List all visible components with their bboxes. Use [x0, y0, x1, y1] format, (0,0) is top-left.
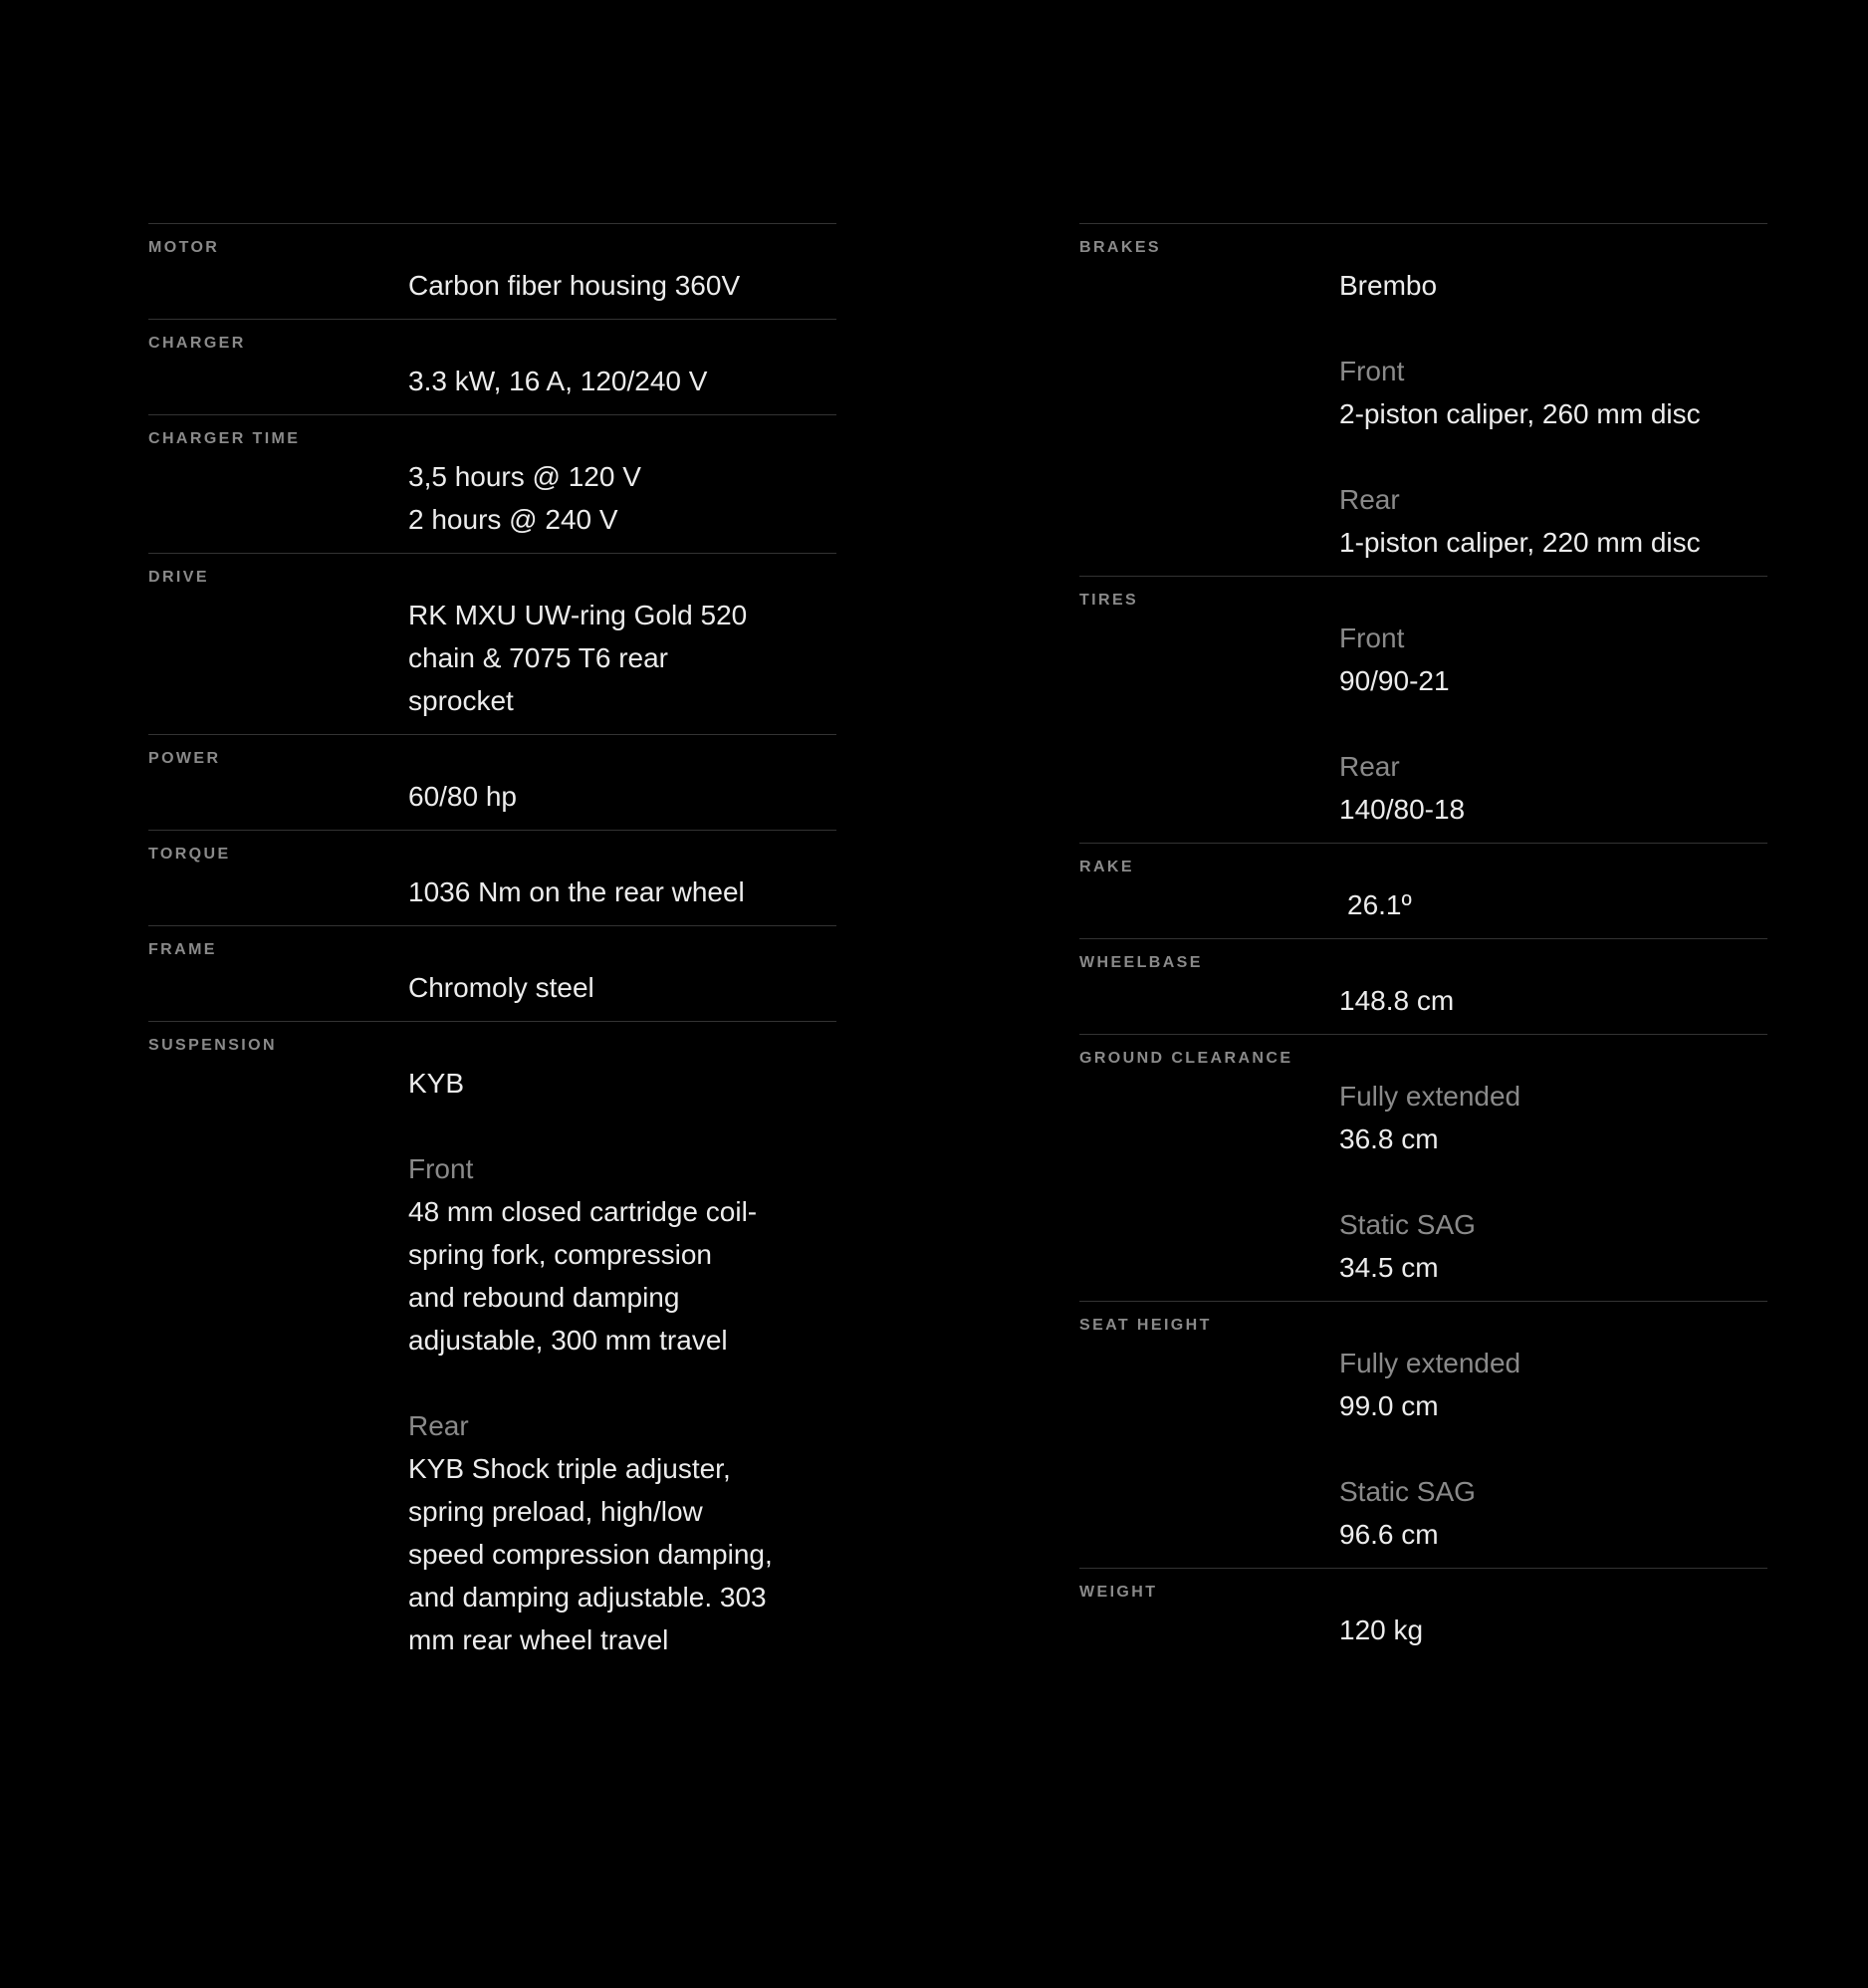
spec-label: TORQUE	[148, 846, 231, 863]
spec-sublabel: Static SAG	[1339, 1209, 1476, 1240]
spec-sublabel: Front	[1339, 622, 1405, 653]
spec-row-power	[148, 734, 836, 830]
spec-sublabel: Fully extended	[1339, 1081, 1521, 1112]
spec-group-sag	[1339, 1203, 1767, 1289]
spec-group-rear	[408, 1404, 836, 1661]
spec-value: 26.1º	[1347, 889, 1412, 920]
spec-label: BRAKES	[1079, 239, 1161, 256]
spec-value: 48 mm closed cartridge coil- spring fork, compression and rebound damping adjustable, 300 mm travel	[408, 1196, 758, 1356]
spec-body	[1339, 1075, 1767, 1289]
spec-value: 99.0 cm	[1339, 1390, 1439, 1421]
spec-value: 148.8 cm	[1339, 985, 1455, 1016]
spec-value: Brembo	[1339, 270, 1438, 301]
spec-body	[408, 966, 836, 1009]
spec-row-drive	[148, 553, 836, 734]
spec-body	[408, 455, 836, 541]
spec-value: KYB	[408, 1068, 465, 1099]
spec-body	[408, 360, 836, 402]
spec-value: 120 kg	[1339, 1615, 1424, 1645]
spec-sublabel: Fully extended	[1339, 1348, 1521, 1378]
spec-row-torque	[148, 830, 836, 925]
spec-group-rear	[1339, 478, 1767, 564]
spec-label: SUSPENSION	[148, 1037, 277, 1054]
specs-column-left	[148, 223, 836, 1673]
spec-row-ground-clearance	[1079, 1034, 1767, 1301]
spec-body	[408, 264, 836, 307]
spec-value: 1-piston caliper, 220 mm disc	[1339, 527, 1701, 558]
spec-body	[1339, 264, 1767, 564]
spec-value: 1036 Nm on the rear wheel	[408, 876, 745, 907]
spec-sublabel: Front	[1339, 356, 1405, 386]
spec-group-rear	[1339, 745, 1767, 831]
spec-value: 3.3 kW, 16 A, 120/240 V	[408, 366, 708, 396]
spec-row-frame	[148, 925, 836, 1021]
spec-label: FRAME	[148, 941, 217, 958]
spec-group-front	[1339, 617, 1767, 702]
spec-row-charger	[148, 319, 836, 414]
spec-row-tires	[1079, 576, 1767, 843]
spec-row-motor	[148, 223, 836, 319]
spec-body	[1339, 1342, 1767, 1556]
spec-group-sag	[1339, 1470, 1767, 1556]
spec-label: DRIVE	[148, 569, 209, 586]
spec-row-charger-time	[148, 414, 836, 553]
spec-value: 34.5 cm	[1339, 1252, 1439, 1283]
spec-value: 36.8 cm	[1339, 1123, 1439, 1154]
spec-body	[1339, 979, 1767, 1022]
spec-label: TIRES	[1079, 592, 1139, 609]
spec-sublabel: Rear	[1339, 484, 1400, 515]
spec-body	[408, 870, 836, 913]
spec-value: 96.6 cm	[1339, 1519, 1439, 1550]
spec-label: WHEELBASE	[1079, 954, 1203, 971]
spec-label: POWER	[148, 750, 221, 767]
spec-value: 90/90-21	[1339, 665, 1450, 696]
spec-label: CHARGER	[148, 335, 246, 352]
spec-value: 60/80 hp	[408, 781, 517, 812]
spec-group-front	[1339, 350, 1767, 435]
spec-row-wheelbase	[1079, 938, 1767, 1034]
spec-sublabel: Static SAG	[1339, 1476, 1476, 1507]
spec-value: 140/80-18	[1339, 794, 1466, 825]
spec-body	[408, 594, 836, 722]
spec-value: 2-piston caliper, 260 mm disc	[1339, 398, 1701, 429]
spec-value: RK MXU UW-ring Gold 520 chain & 7075 T6 rear sprocket	[408, 600, 748, 716]
spec-label: SEAT HEIGHT	[1079, 1317, 1212, 1334]
spec-body	[408, 1062, 836, 1661]
spec-row-seat-height	[1079, 1301, 1767, 1568]
specs-column-right	[1079, 223, 1767, 1663]
spec-label: WEIGHT	[1079, 1584, 1158, 1601]
spec-row-rake	[1079, 843, 1767, 938]
spec-row-suspension	[148, 1021, 836, 1673]
spec-body	[1339, 1609, 1767, 1651]
spec-value: Chromoly steel	[408, 972, 594, 1003]
spec-sublabel: Front	[408, 1153, 474, 1184]
spec-label: CHARGER TIME	[148, 430, 301, 447]
spec-value: 3,5 hours @ 120 V 2 hours @ 240 V	[408, 461, 641, 535]
spec-sublabel: Rear	[1339, 751, 1400, 782]
spec-body	[408, 775, 836, 818]
spec-group	[1339, 264, 1767, 307]
spec-label: RAKE	[1079, 859, 1134, 875]
spec-value: KYB Shock triple adjuster, spring preload, high/low speed compression damping, and damping adjustable. 303 mm rear wheel travel	[408, 1453, 773, 1655]
spec-row-weight	[1079, 1568, 1767, 1663]
spec-row-brakes	[1079, 223, 1767, 576]
spec-label: MOTOR	[148, 239, 220, 256]
spec-group-extended	[1339, 1075, 1767, 1160]
spec-label: GROUND CLEARANCE	[1079, 1050, 1293, 1067]
spec-body	[1339, 617, 1767, 831]
spec-value: Carbon fiber housing 360V	[408, 270, 741, 301]
spec-group	[408, 1062, 836, 1105]
spec-group-front	[408, 1147, 836, 1362]
spec-body	[1339, 883, 1767, 926]
spec-group-extended	[1339, 1342, 1767, 1427]
spec-sublabel: Rear	[408, 1410, 469, 1441]
